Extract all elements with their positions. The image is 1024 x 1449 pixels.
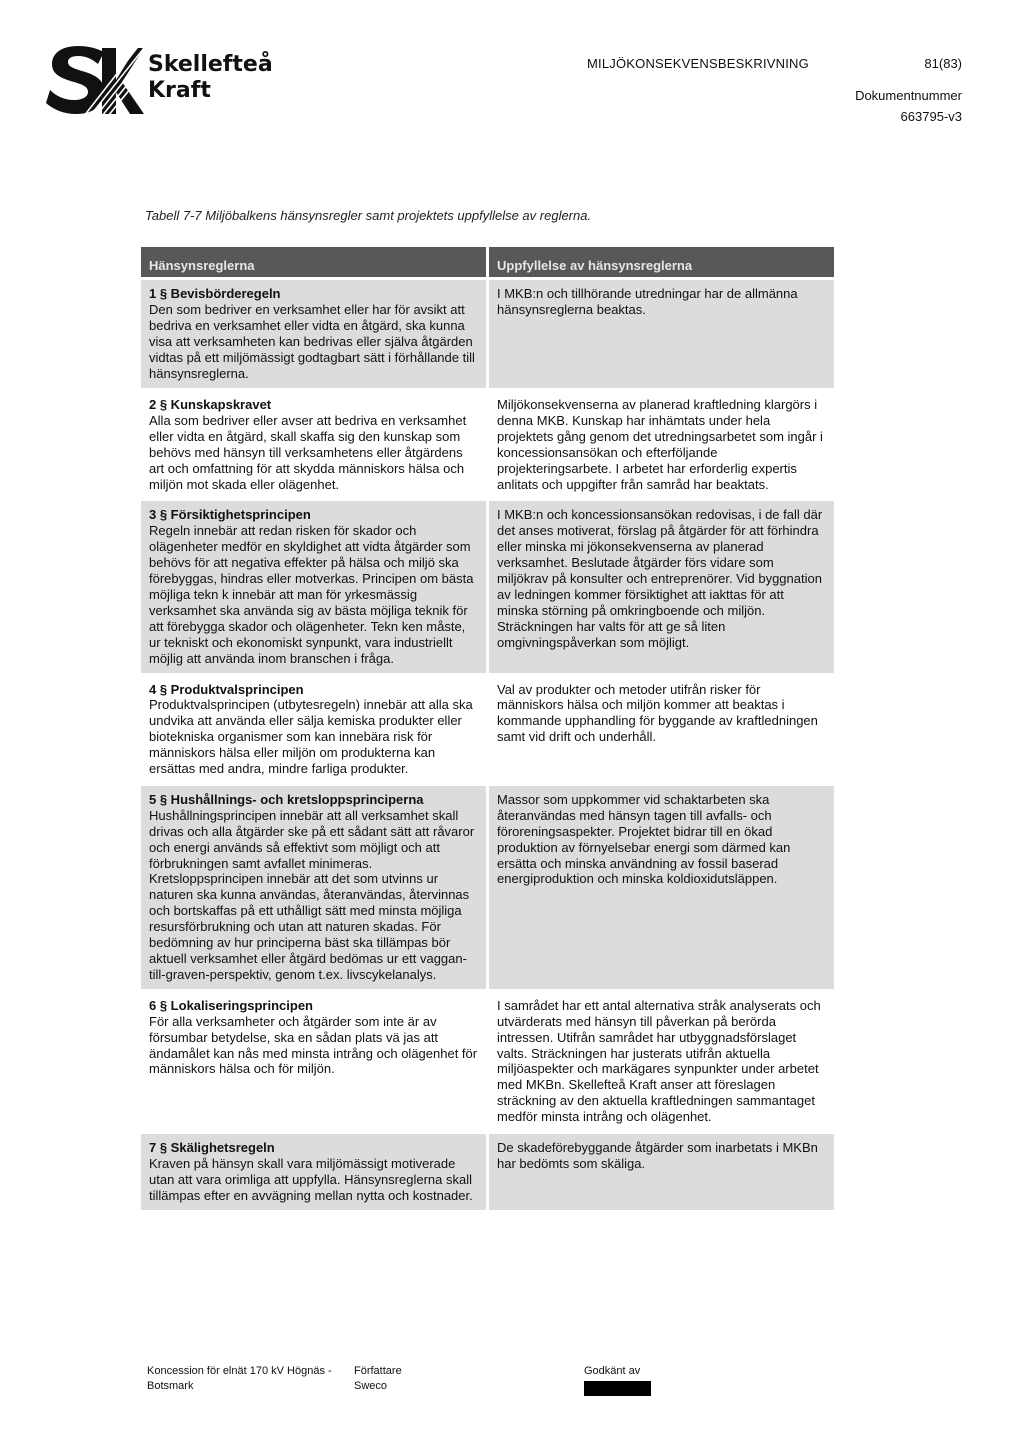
table-row <box>141 992 834 1131</box>
rule-title: 5 § Hushållnings- och kretsloppsprinciperna <box>149 791 424 807</box>
rule-title: 2 § Kunskapskravet <box>149 397 272 412</box>
company-name-line2: Kraft <box>148 78 211 103</box>
rule-text: Den som bedriver en verksamhet eller har för avsikt att bedriva en verksamhet eller vidta en åtgärd, ska kunna visa att verksamheten kan bedrivas eller själva åtgärden vidtas på ett miljömässigt godtagbart sätt i förhållande till hänsynsreglerna. <box>149 301 475 381</box>
sk-monogram-icon <box>44 40 144 120</box>
rule-title: 7 § Skälighetsregeln <box>149 1140 275 1156</box>
fulfilment-cell: I MKB:n och tillhörande utredningar har de allmänna hänsynsreglerna beaktas. <box>489 280 834 388</box>
rule-title: 4 § Produktvalsprincipen <box>149 681 304 697</box>
table-row <box>141 786 834 989</box>
rule-title: 3 § Försiktighetsprincipen <box>149 507 311 523</box>
footer-project-line1: Koncession för elnät 170 kV Högnäs - <box>147 1365 332 1377</box>
fulfilment-cell: De skadeförebyggande åtgärder som inarbetats i MKBn har bedömts som skäliga. <box>489 1134 834 1210</box>
footer-project-line2: Botsmark <box>147 1380 194 1392</box>
fulfilment-cell: Massor som uppkommer vid schaktarbeten ska återanvändas med hänsyn tagen till avfalls- och föroreningsaspekter. Projektet bidrar till en ökad produktion av förnyelsebar energi som därmed kan ersätta och minska användning av fossil baserad energiproduktion och minska koldioxidutsläppen. <box>489 786 834 989</box>
rule-title: 1 § Bevisbörderegeln <box>149 286 281 301</box>
document-title: MILJÖKONSEKVENSBESKRIVNING <box>587 56 809 71</box>
rule-text: Hushållningsprincipen innebär att all verksamhet skall drivas och alla åtgärder ske på ett sådant sätt att råvaror och energi används så effektivt som möjligt och att förbrukningen samt avfallet minimeras. Kretsloppsprincipen innebär att det som utvinns ur naturen ska kunna användas, återanvändas, återvinnas och bortskaffas på ett uthålligt sätt med minsta möjliga resursförbrukning och utan att naturen skadas. För bedömning av hur principerna bäst ska tillämpas bör aktuell verksamhet eller åtgärd bedömas ur ett vaggan-till-graven-perspektiv, genom t.ex. livscykelanalys. <box>149 807 475 982</box>
fulfilment-cell: I MKB:n och koncessionsansökan redovisas, i de fall där det anses motiverat, förslag på åtgärder för att förhindra eller minska mi jökonsekvenserna av planerad verksamhet. Beslutade åtgärder förs vidare som miljökrav på konsulter och entreprenörer. Vid byggnation av ledningen kommer försiktighet att iakttas för att minska störning på omkringboende och miljön. Sträckningen har valts för att ge så liten omgivningspåverkan som möjligt. <box>489 501 834 672</box>
rule-text: Produktvalsprincipen (utbytesregeln) innebär att alla ska undvika att använda eller sälja kemiska produkter eller biotekniska organismer som kan innebära risk för människors hälsa eller miljön om produkterna kan ersättas med andra, mindre farliga produkter. <box>149 697 473 777</box>
table-header-row <box>141 247 834 277</box>
fulfilment-cell: I samrådet har ett antal alternativa stråk analyserats och utvärderats med hänsyn till påverkan på berörda intressen. Utifrån samrådet har utbyggnadsförslaget valts. Sträckningen har justerats utifrån aktuella miljöaspekter och markägares synpunkter under arbetet med MKBn. Skellefteå Kraft anser att föreslagen sträckning av den aktuella kraftledningen sammantaget medför minsta intrång och olägenhet. <box>489 992 834 1131</box>
footer-approved <box>584 1364 704 1379</box>
redaction-block <box>584 1381 651 1396</box>
table-row <box>141 501 834 672</box>
footer-author <box>354 1364 474 1394</box>
rule-text: Regeln innebär att redan risken för skador och olägenheter medför en skyldighet att vidta åtgärder som behövs för att negativa effekter på hälsa och miljö ska förebyggas, hindras eller motverkas. Principen om bästa möjliga tekn k innebär att man för yrkesmässig verksamhet ska använda sig av bästa möjliga teknik för att förebygga skador och olägenheter. Tekn ken måste, ur tekniskt och ekonomiskt synpunkt, vara industriellt möjlig att använda inom branschen i fråga. <box>149 523 474 666</box>
company-name-line1: Skellefteå <box>148 52 273 77</box>
rules-table <box>138 244 837 1213</box>
rule-cell <box>141 391 486 498</box>
footer-project <box>147 1364 347 1394</box>
table-row <box>141 280 834 388</box>
document-number-label: Dokumentnummer <box>855 88 962 103</box>
rule-cell <box>141 280 486 388</box>
document-number: 663795-v3 <box>900 109 962 124</box>
column-header-fulfilment: Uppfyllelse av hänsynsreglerna <box>489 247 834 277</box>
footer-author-value: Sweco <box>354 1380 388 1392</box>
rule-cell <box>141 992 486 1131</box>
rule-text: För alla verksamheter och åtgärder som inte är av försumbar betydelse, ska en sådan plats vä jas att ändamålet kan nås med minsta intrång och olägenhet för människors hälsa och för miljön. <box>149 1013 478 1077</box>
table-row <box>141 676 834 783</box>
table-caption: Tabell 7-7 Miljöbalkens hänsynsregler samt projektets uppfyllelse av reglerna. <box>145 208 592 223</box>
fulfilment-cell: Val av produkter och metoder utifrån risker för människors hälsa och miljön kommer att beaktas i kommande upphandling för byggande av kraftledningen samt vid drift och underhåll. <box>489 676 834 783</box>
footer-author-label: Författare <box>354 1365 402 1377</box>
rule-cell <box>141 786 486 989</box>
fulfilment-cell: Miljökonsekvenserna av planerad kraftledning klargörs i denna MKB. Kunskap har inhämtats under hela projektets gång genom det utredningsarbetet som ingår i koncessionsansökan och efterföljande projekteringsarbete. I arbetet har erforderlig expertis anlitats och uppgifter från samråd har beaktats. <box>489 391 834 498</box>
rule-cell <box>141 1134 486 1210</box>
company-logo <box>44 40 274 120</box>
table-row <box>141 1134 834 1210</box>
footer-approved-label: Godkänt av <box>584 1365 641 1377</box>
rule-title: 6 § Lokaliseringsprincipen <box>149 997 313 1013</box>
table-row <box>141 391 834 498</box>
rule-cell <box>141 501 486 672</box>
rule-text: Alla som bedriver eller avser att bedriva en verksamhet eller vidta en åtgärd, skall skaffa sig den kunskap som behövs med hänsyn till verksamhetens eller åtgärdens art och omfattning för att skydda människors hälsa och miljön mot skada eller olägenhet. <box>149 412 467 492</box>
column-header-rules: Hänsynsreglerna <box>141 247 486 277</box>
company-name <box>148 52 273 104</box>
rule-text: Kraven på hänsyn skall vara miljömässigt motiverade utan att vara orimliga att uppfylla. Hänsynsreglerna skall tillämpas efter en avvägning mellan nytta och kostnader. <box>149 1155 473 1203</box>
page-number: 81(83) <box>924 56 962 71</box>
rule-cell <box>141 676 486 783</box>
